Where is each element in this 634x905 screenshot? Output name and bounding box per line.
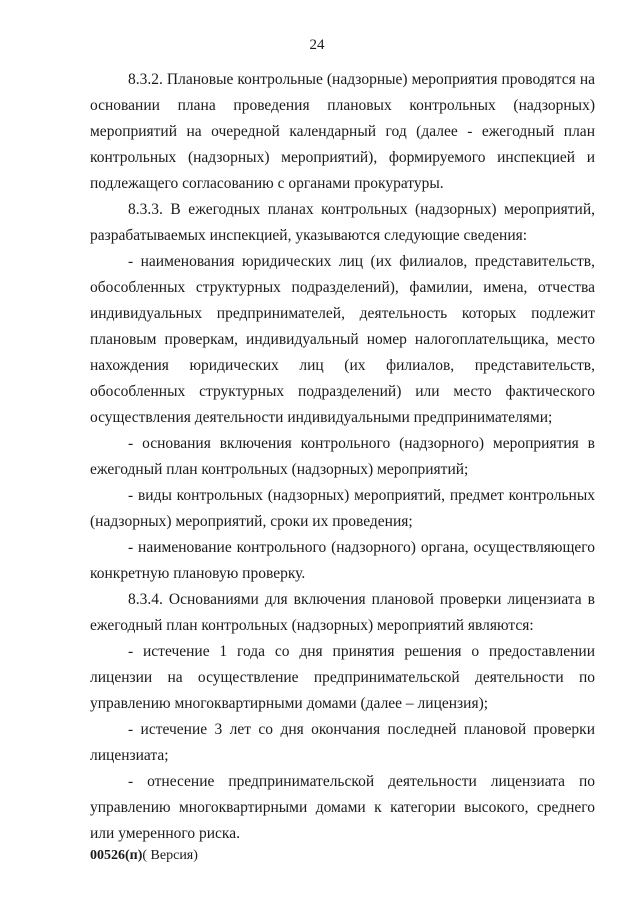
paragraph-8-3-2: 8.3.2. Плановые контрольные (надзорные) мероприятия проводятся на основании плана проведения плановых контрольных (надзорных) мероприятий на очередной календарный год (далее - ежегодный план контрольных (надзорных) мероприятий), формируемого инспекцией и подлежащего согласованию с органами прокуратуры. [90,71,595,192]
list-item-names: - наименования юридических лиц (их филиалов, представительств, обособленных структурных подразделений), фамилии, имена, отчества индивидуальных предпринимателей, деятельность которых подлежит плановым проверкам, индивидуальный номер налогоплательщика, место нахождения юридических лиц (их филиалов, представительств, обособленных структурных подразделений) или место фактического осуществления деятельности индивидуальными предпринимателями; [90,253,595,426]
list-item-authority: - наименование контрольного (надзорного) органа, осуществляющего конкретную плановую проверку. [90,539,595,582]
list-item-one-year: - истечение 1 года со дня принятия решения о предоставлении лицензии на осуществление предпринимательской деятельности по управлению многоквартирными домами (далее – лицензия); [90,643,595,712]
list-item-three-years: - истечение 3 лет со дня окончания последней плановой проверки лицензиата; [90,721,595,764]
document-version: ( Версия) [142,848,198,863]
document-footer [90,848,198,864]
document-body [90,67,595,847]
paragraph-8-3-3: 8.3.3. В ежегодных планах контрольных (надзорных) мероприятий, разрабатываемых инспекцией, указываются следующие сведения: [90,201,595,244]
document-code: 00526(п) [90,848,143,863]
paragraph-8-3-4: 8.3.4. Основаниями для включения плановой проверки лицензиата в ежегодный план контрольных (надзорных) мероприятий являются: [90,591,595,634]
list-item-risk: - отнесение предпринимательской деятельности лицензиата по управлению многоквартирными домами к категории высокого, среднего или умеренного риска. [90,773,595,842]
list-item-types: - виды контрольных (надзорных) мероприятий, предмет контрольных (надзорных) мероприятий, сроки их проведения; [90,487,595,530]
list-item-grounds: - основания включения контрольного (надзорного) мероприятия в ежегодный план контрольных (надзорных) мероприятий; [90,435,595,478]
page-number: 24 [309,37,325,53]
